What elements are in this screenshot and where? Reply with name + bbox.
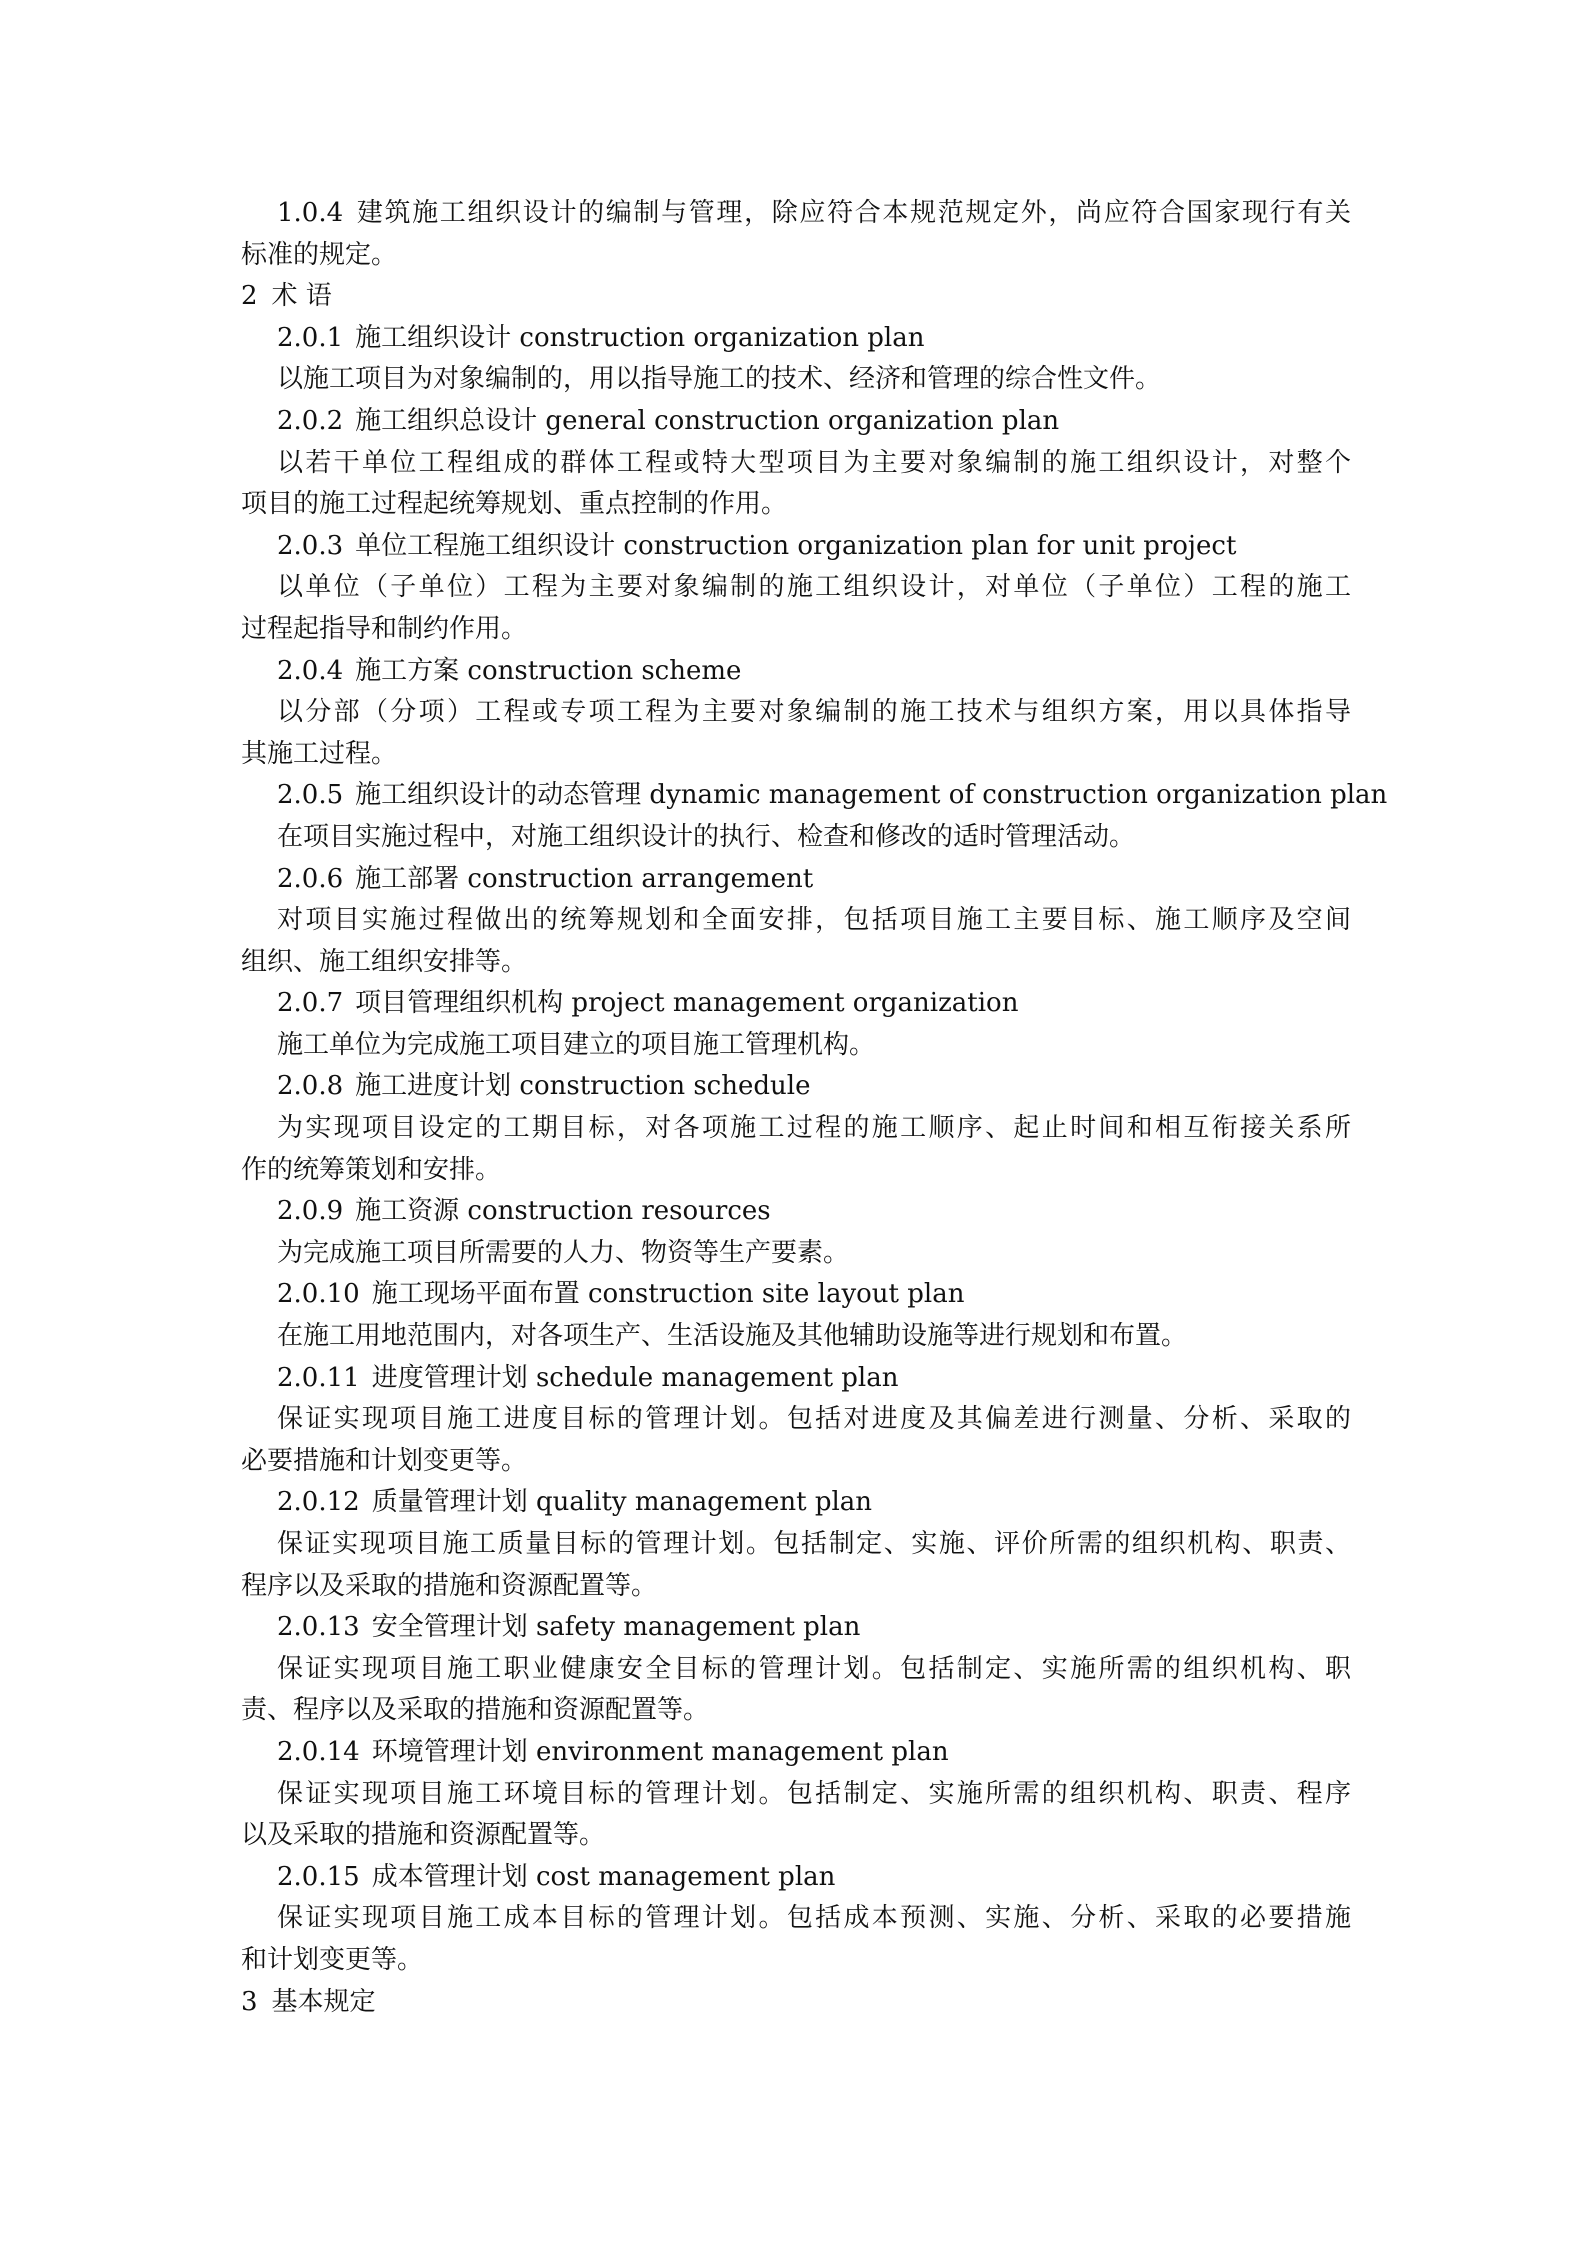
- term-title: 施工组织设计 construction organization plan: [355, 322, 925, 353]
- term-title: 质量管理计划 quality management plan: [371, 1487, 873, 1518]
- paragraph-line: [241, 1815, 1351, 1857]
- paragraph-text: 作的统筹策划和安排。: [241, 1154, 502, 1185]
- section-number: 2: [241, 281, 258, 312]
- paragraph-line: [241, 1150, 1351, 1192]
- paragraph-line: [241, 1233, 1351, 1275]
- clause-number: 2.0.9: [277, 1196, 344, 1227]
- paragraph-line: [241, 1025, 1351, 1067]
- clause-number: 2.0.8: [277, 1071, 344, 1102]
- paragraph-text: 保证实现项目施工环境目标的管理计划。包括制定、实施所需的组织机构、职责、程序: [277, 1778, 1351, 1809]
- term-entry: [241, 859, 1351, 901]
- paragraph-text: 标准的规定。: [241, 239, 398, 270]
- term-title: 施工部署 construction arrangement: [355, 863, 814, 894]
- paragraph-line: [241, 609, 1351, 651]
- term-title: 进度管理计划 schedule management plan: [371, 1362, 899, 1393]
- term-entry: [241, 1191, 1351, 1233]
- paragraph-line: [241, 1940, 1351, 1982]
- clause-number: 2.0.2: [277, 405, 344, 436]
- paragraph-line: [241, 817, 1351, 859]
- paragraph-line: [241, 1690, 1351, 1732]
- paragraph-text: 和计划变更等。: [241, 1944, 424, 1975]
- paragraph-text: 为实现项目设定的工期目标，对各项施工过程的施工顺序、起止时间和相互衔接关系所: [277, 1113, 1351, 1144]
- paragraph-text: 保证实现项目施工职业健康安全目标的管理计划。包括制定、实施所需的组织机构、职: [277, 1653, 1351, 1684]
- term-title: 施工组织设计的动态管理 dynamic management of construction organization plan: [355, 780, 1388, 811]
- paragraph-text: 在项目实施过程中，对施工组织设计的执行、检查和修改的适时管理活动。: [277, 821, 1136, 852]
- paragraph-line: [241, 692, 1351, 734]
- paragraph-text: 程序以及采取的措施和资源配置等。: [241, 1570, 658, 1601]
- term-entry: [241, 1482, 1351, 1524]
- paragraph-line: [241, 1399, 1351, 1441]
- term-entry: [241, 1274, 1351, 1316]
- term-entry: [241, 526, 1351, 568]
- paragraph-line: [241, 734, 1351, 776]
- term-title: 单位工程施工组织设计 construction organization plan for unit project: [355, 530, 1237, 561]
- paragraph-line: [241, 1316, 1351, 1358]
- term-title: 安全管理计划 safety management plan: [371, 1612, 861, 1643]
- paragraph-line: [241, 1524, 1351, 1566]
- section-title: 基本规定: [271, 1986, 376, 2017]
- clause-number: 1.0.4: [277, 198, 344, 228]
- clause-number: 2.0.7: [277, 988, 344, 1019]
- paragraph-line: [241, 1774, 1351, 1816]
- clause-number: 2.0.13: [277, 1612, 360, 1643]
- term-title: 环境管理计划 environment management plan: [371, 1736, 949, 1767]
- paragraph-text: 保证实现项目施工进度目标的管理计划。包括对进度及其偏差进行测量、分析、采取的: [277, 1404, 1351, 1435]
- section-heading: [241, 1982, 1351, 2024]
- paragraph-line: [241, 193, 1351, 235]
- clause-number: 2.0.12: [277, 1487, 360, 1518]
- term-title: 施工进度计划 construction schedule: [355, 1071, 811, 1102]
- term-entry: [241, 318, 1351, 360]
- term-title: 成本管理计划 cost management plan: [371, 1861, 836, 1892]
- clause-number: 2.0.1: [277, 322, 344, 353]
- paragraph-text: 过程起指导和制约作用。: [241, 613, 528, 644]
- clause-number: 2.0.14: [277, 1736, 360, 1767]
- clause-number: 2.0.3: [277, 530, 344, 561]
- paragraph-line: [241, 900, 1351, 942]
- paragraph-text: 以单位（子单位）工程为主要对象编制的施工组织设计，对单位（子单位）工程的施工: [277, 572, 1351, 603]
- term-entry: [241, 1732, 1351, 1774]
- paragraph-text: 必要措施和计划变更等。: [241, 1445, 528, 1476]
- section-number: 3: [241, 1986, 258, 2017]
- term-entry: [241, 651, 1351, 693]
- clause-number: 2.0.4: [277, 655, 344, 686]
- clause-number: 2.0.5: [277, 780, 344, 811]
- paragraph-text: 建筑施工组织设计的编制与管理，除应符合本规范规定外，尚应符合国家现行有关: [355, 198, 1351, 228]
- paragraph-text: 以若干单位工程组成的群体工程或特大型项目为主要对象编制的施工组织设计，对整个: [277, 447, 1351, 478]
- paragraph-line: [241, 1649, 1351, 1691]
- section-heading: [241, 276, 1351, 318]
- clause-number: 2.0.6: [277, 863, 344, 894]
- paragraph-text: 其施工过程。: [241, 738, 398, 769]
- term-title: 施工组织总设计 general construction organization plan: [355, 405, 1060, 436]
- paragraph-line: [241, 942, 1351, 984]
- paragraph-line: [241, 1566, 1351, 1608]
- paragraph-text: 在施工用地范围内，对各项生产、生活设施及其他辅助设施等进行规划和布置。: [277, 1321, 1188, 1352]
- paragraph-line: [241, 359, 1351, 401]
- term-entry: [241, 983, 1351, 1025]
- term-title: 项目管理组织机构 project management organization: [355, 988, 1019, 1019]
- term-title: 施工方案 construction scheme: [355, 655, 742, 686]
- paragraph-text: 责、程序以及采取的措施和资源配置等。: [241, 1695, 710, 1726]
- paragraph-text: 项目的施工过程起统筹规划、重点控制的作用。: [241, 489, 788, 520]
- paragraph-text: 为完成施工项目所需要的人力、物资等生产要素。: [277, 1237, 850, 1268]
- paragraph-text: 以及采取的措施和资源配置等。: [241, 1820, 606, 1851]
- paragraph-text: 保证实现项目施工成本目标的管理计划。包括成本预测、实施、分析、采取的必要措施: [277, 1903, 1351, 1934]
- clause-number: 2.0.11: [277, 1362, 360, 1393]
- paragraph-line: [241, 443, 1351, 485]
- term-entry: [241, 775, 1388, 817]
- clause-number: 2.0.15: [277, 1861, 360, 1892]
- paragraph-text: 保证实现项目施工质量目标的管理计划。包括制定、实施、评价所需的组织机构、职责、: [277, 1529, 1351, 1559]
- term-entry: [241, 401, 1351, 443]
- paragraph-text: 对项目实施过程做出的统筹规划和全面安排，包括项目施工主要目标、施工顺序及空间: [277, 905, 1351, 936]
- paragraph-line: [241, 235, 1351, 277]
- paragraph-text: 以施工项目为对象编制的，用以指导施工的技术、经济和管理的综合性文件。: [277, 364, 1162, 395]
- clause-number: 2.0.10: [277, 1279, 360, 1310]
- paragraph-line: [241, 1108, 1351, 1150]
- term-entry: [241, 1857, 1351, 1899]
- paragraph-line: [241, 567, 1351, 609]
- document-body: [241, 193, 1388, 2023]
- term-title: 施工现场平面布置 construction site layout plan: [371, 1279, 965, 1310]
- paragraph-text: 施工单位为完成施工项目建立的项目施工管理机构。: [277, 1029, 876, 1060]
- paragraph-line: [241, 484, 1351, 526]
- paragraph-line: [241, 1898, 1351, 1940]
- term-title: 施工资源 construction resources: [355, 1196, 771, 1227]
- term-entry: [241, 1607, 1351, 1649]
- paragraph-text: 组织、施工组织安排等。: [241, 946, 528, 977]
- paragraph-text: 以分部（分项）工程或专项工程为主要对象编制的施工技术与组织方案，用以具体指导: [277, 697, 1351, 728]
- term-entry: [241, 1066, 1351, 1108]
- section-title: 术 语: [271, 281, 332, 312]
- term-entry: [241, 1358, 1351, 1400]
- paragraph-line: [241, 1441, 1351, 1483]
